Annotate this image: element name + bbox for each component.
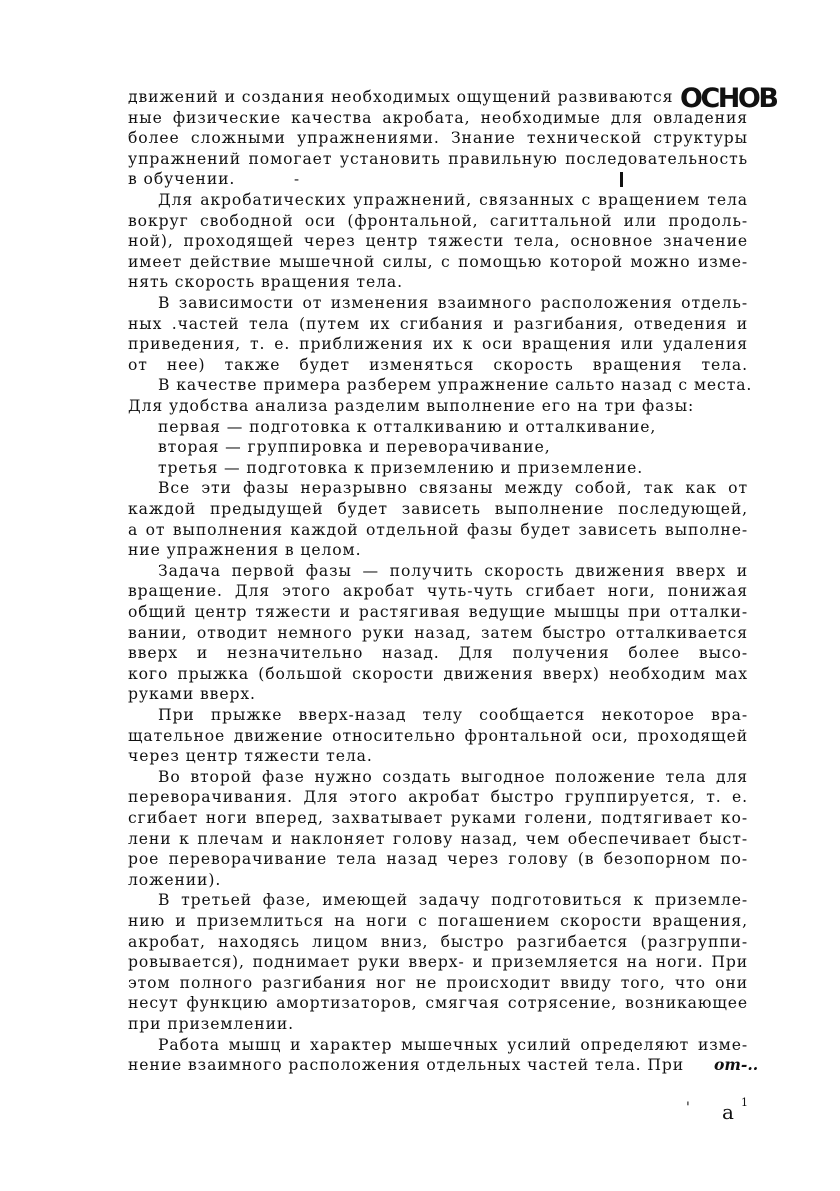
text-line: вверх и незначительно назад. Для получения более высо- xyxy=(128,644,748,663)
heading-fragment: ОСНОВ xyxy=(680,83,777,114)
text-line: вокруг свободной оси (фронтальной, сагиттальной или продоль- xyxy=(128,211,748,230)
text-line: Задача первой фазы — получить скорость движения вверх и xyxy=(158,561,748,580)
text-line: сгибает ноги вперед, захватывает руками голени, подтягивает ко- xyxy=(128,809,748,827)
text-line: вании, отводит немного руки назад, затем быстро отталкивается xyxy=(128,623,748,642)
text-line: переворачивания. Для этого акробат быстро группируется, т. е. xyxy=(128,788,748,807)
text-line: несут функцию амортизаторов, смягчая сотрясение, возникающее xyxy=(128,994,748,1013)
text-line: При прыжке вверх-назад телу сообщается некоторое вра- xyxy=(158,706,748,724)
text-line: В зависимости от изменения взаимного расположения отдель- xyxy=(158,294,748,312)
text-line: приведения, т. е. приближения их к оси вращения или удаления xyxy=(128,335,748,354)
stray-dash: - xyxy=(294,170,300,188)
text-line: а от выполнения каждой отдельной фазы будет зависеть выполне- xyxy=(128,520,748,539)
text-line: вторая — группировка и переворачивание, xyxy=(158,438,551,457)
text-line: этом полного разгибания ног не происходит ввиду того, что они xyxy=(128,973,748,992)
text-line: через центр тяжести тела. xyxy=(128,747,373,766)
footer-quote-mark: ' xyxy=(686,1100,690,1116)
text-line: третья — подготовка к приземлению и приземление. xyxy=(158,458,644,477)
text-line: В третьей фазе, имеющей задачу подготовиться к приземле- xyxy=(158,891,748,910)
text-line: лени к плечам и наклоняет голову назад, чем обеспечивает быст- xyxy=(128,829,748,848)
footer-letter: а xyxy=(722,1100,734,1124)
text-line: первая — подготовка к отталкиванию и отталкивание, xyxy=(158,417,657,436)
text-line: В качестве примера разберем упражнение сальто назад с места. xyxy=(158,376,753,395)
text-line: нение взаимного расположения отдельных частей тела. При xyxy=(128,1056,685,1075)
text-line: нять скорость вращения тела. xyxy=(128,273,403,292)
footer-superscript: 1 xyxy=(741,1096,748,1109)
text-line: рое переворачивание тела назад через голову (в безопорном по- xyxy=(128,850,748,869)
text-line: имеет действие мышечной силы, с помощью которой можно изме- xyxy=(128,252,748,271)
text-line: акробат, находясь лицом вниз, быстро разгибается (разгруппи- xyxy=(128,932,748,951)
text-line: ные физические качества акробата, необходимые для овладения xyxy=(128,108,748,127)
text-line: общий центр тяжести и растягивая ведущие мышцы при отталки- xyxy=(128,603,748,621)
text-line: нию и приземлиться на ноги с погашением скорости вращения, xyxy=(128,912,748,930)
text-line: Для акробатических упражнений, связанных с вращением тела xyxy=(158,191,748,209)
text-line: более сложными упражнениями. Знание технической структуры xyxy=(128,129,748,148)
text-line: кого прыжка (большой скорости движения вверх) необходим мах xyxy=(128,664,748,683)
text-line-tail: от-.. xyxy=(714,1055,759,1075)
text-line: каждой предыдущей будет зависеть выполнение последующей, xyxy=(128,500,748,518)
text-line: щательное движение относительно фронтальной оси, проходящей xyxy=(128,726,748,745)
text-line: от нее) также будет изменяться скорость вращения тела. xyxy=(128,355,748,374)
text-line: движений и создания необходимых ощущений развиваются xyxy=(128,88,674,106)
text-line: ложении). xyxy=(128,870,222,889)
text-line: Работа мышц и характер мышечных усилий определяют изме- xyxy=(158,1035,748,1054)
text-line: ных .частей тела (путем их сгибания и разгибания, отведения и xyxy=(128,314,748,333)
text-line: ной), проходящей через центр тяжести тела, основное значение xyxy=(128,232,748,251)
text-line: ровывается), поднимает руки вверх- и приземляется на ноги. При xyxy=(128,953,748,972)
text-line: при приземлении. xyxy=(128,1015,295,1033)
text-line: Для удобства анализа разделим выполнение его на три фазы: xyxy=(128,397,695,415)
text-line: вращение. Для этого акробат чуть-чуть сгибает ноги, понижая xyxy=(128,582,748,601)
text-line: руками вверх. xyxy=(128,685,256,704)
text-line: упражнений помогает установить правильную последовательность xyxy=(128,149,748,168)
stray-bar-mark xyxy=(620,172,623,187)
text-line: Все эти фазы неразрывно связаны между собой, так как от xyxy=(158,479,748,498)
text-line: ние упражнения в целом. xyxy=(128,541,362,560)
text-line: Во второй фазе нужно создать выгодное положение тела для xyxy=(158,767,748,786)
text-line: в обучении. xyxy=(128,170,236,189)
